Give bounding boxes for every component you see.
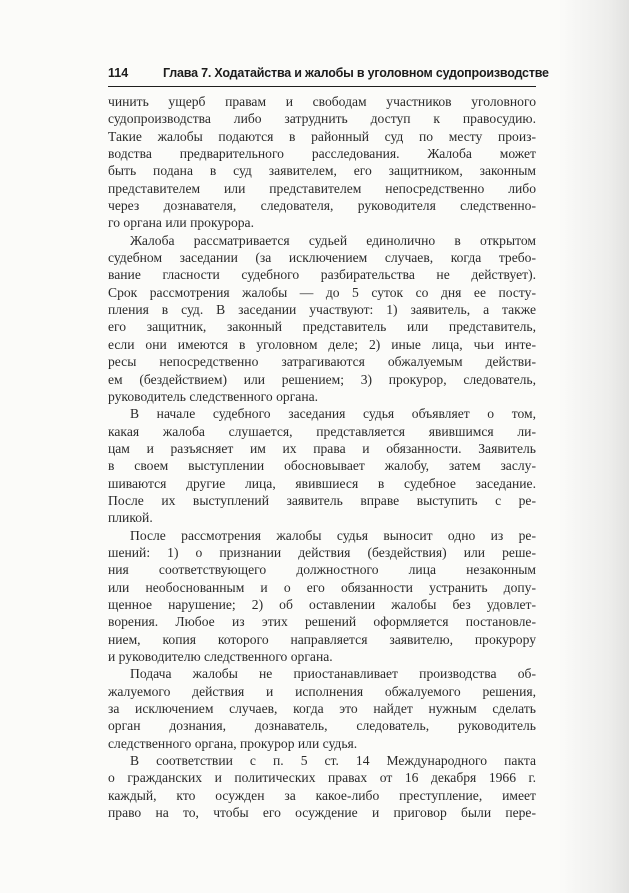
text-line: следственного органа, прокурор или судья. bbox=[108, 735, 358, 751]
paragraph bbox=[108, 527, 536, 666]
text-line: право на то, чтобы его осуждение и приговор были пере- bbox=[108, 805, 536, 821]
text-line: какая жалоба слушается, представляется явившимся ли- bbox=[108, 423, 536, 439]
book-page bbox=[108, 64, 549, 821]
text-line: ворения. Любое из этих решений оформляется постановле- bbox=[108, 614, 536, 630]
text-line: через дознавателя, следователя, руководителя следственно- bbox=[108, 198, 536, 214]
text-line: судебном заседании (за исключением случаев, когда требо- bbox=[108, 250, 536, 266]
text-line: водства предварительного расследования. Жалоба может bbox=[108, 146, 536, 162]
text-line: орган дознания, дознаватель, следователь, руководитель bbox=[108, 718, 536, 734]
paragraph bbox=[108, 405, 536, 526]
text-line: или необоснованным и о его обязанности устранить допу- bbox=[108, 579, 536, 595]
text-line: щенное нарушение; 2) об оставлении жалобы без удовлет- bbox=[108, 596, 536, 612]
text-line: пления в суд. В заседании участвуют: 1) заявитель, а также bbox=[108, 302, 536, 318]
text-line: и руководителю следственного органа. bbox=[108, 649, 333, 664]
text-line: цам и разъясняет им их права и обязанности. Заявитель bbox=[108, 440, 536, 456]
paragraph bbox=[108, 232, 536, 405]
text-line: нием, копия которого направляется заявителю, прокурору bbox=[108, 631, 536, 647]
page-header bbox=[108, 64, 549, 87]
text-line: пликой. bbox=[108, 510, 153, 526]
running-title: Глава 7. Ходатайства и жалобы в уголовном судопроизводстве bbox=[163, 66, 549, 80]
text-line: В начале судебного заседания судья объявляет о том, bbox=[130, 406, 536, 422]
text-line: о гражданских и политических правах от 16 декабря 1966 г. bbox=[108, 770, 536, 786]
text-line: за исключением случаев, когда это найдет нужным сделать bbox=[108, 701, 536, 717]
text-line: жалуемого действия и исполнения обжалуемого решения, bbox=[108, 683, 536, 699]
text-line: руководитель следственного органа. bbox=[108, 388, 319, 404]
text-line: ресы непосредственно затрагиваются обжалуемым действи- bbox=[108, 354, 536, 370]
paragraph bbox=[108, 665, 536, 752]
body-text bbox=[108, 93, 536, 821]
text-line: Такие жалобы подаются в районный суд по месту произ- bbox=[108, 128, 536, 144]
text-line: каждый, кто осужден за какое-либо преступление, имеет bbox=[108, 787, 536, 803]
text-line: Срок рассмотрения жалобы — до 5 суток со дня ее посту- bbox=[108, 284, 536, 300]
paragraph bbox=[108, 93, 536, 232]
text-line: судопроизводства либо затруднить доступ к правосудию. bbox=[108, 111, 536, 127]
text-line: если они имеются в уголовном деле; 2) иные лица, чьи инте- bbox=[108, 336, 536, 352]
text-line: чинить ущерб правам и свободам участников уголовного bbox=[108, 94, 536, 109]
text-line: го органа или прокурора. bbox=[108, 215, 254, 231]
text-line: в своем выступлении обосновывает жалобу, затем заслу- bbox=[108, 458, 536, 474]
text-line: шений: 1) о признании действия (бездействия) или реше- bbox=[108, 544, 536, 560]
text-line: В соответствии с п. 5 ст. 14 Международного пакта bbox=[130, 753, 536, 769]
page-number: 114 bbox=[108, 66, 129, 80]
paragraph bbox=[108, 752, 536, 821]
text-line: После рассмотрения жалобы судья выносит одно из ре- bbox=[130, 527, 536, 543]
text-line: представителем или представителем непосредственно либо bbox=[108, 180, 536, 196]
text-line: вание гласности судебного разбирательства не действует). bbox=[108, 267, 536, 283]
text-line: Жалоба рассматривается судьей единолично в открытом bbox=[130, 232, 536, 248]
text-line: ния соответствующего должностного лица незаконным bbox=[108, 562, 536, 578]
text-line: ем (бездействием) или решением; 3) прокурор, следователь, bbox=[108, 371, 536, 387]
text-line: шиваются другие лица, явившиеся в судебное заседание. bbox=[108, 475, 536, 491]
text-line: быть подана в суд заявителем, его защитником, законным bbox=[108, 163, 536, 179]
text-line: Подача жалобы не приостанавливает производства об- bbox=[130, 666, 536, 682]
scan-edge-shadow bbox=[559, 0, 629, 893]
text-line: его защитник, законный представитель или представитель, bbox=[108, 319, 536, 335]
text-line: После их выступлений заявитель вправе выступить с ре- bbox=[108, 492, 536, 508]
